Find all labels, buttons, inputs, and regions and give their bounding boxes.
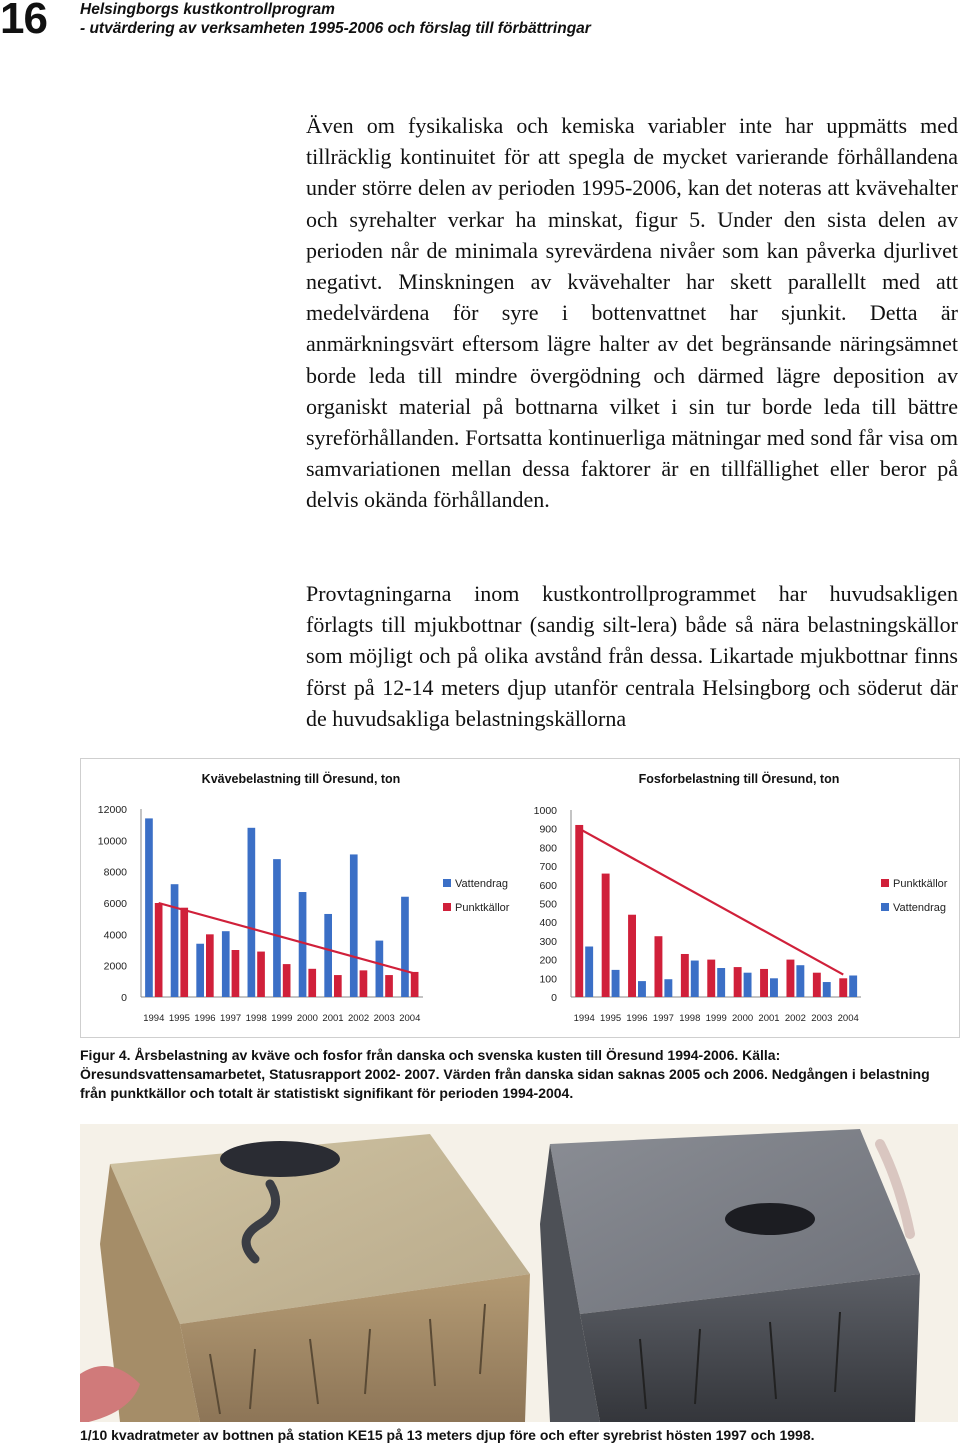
x-tick-label: 1997: [220, 1013, 242, 1024]
legend-label: Punktkällor: [455, 902, 510, 914]
legend-swatch: [443, 879, 451, 887]
bar: [707, 960, 715, 997]
legend-swatch: [881, 879, 889, 887]
x-tick-label: 2003: [811, 1013, 833, 1024]
bar: [744, 973, 752, 997]
bar: [602, 874, 610, 997]
bar: [206, 934, 214, 997]
y-tick-label: 100: [539, 973, 557, 986]
y-tick-label: 700: [539, 861, 557, 874]
bar: [385, 975, 393, 997]
paragraph-text: Provtagningarna inom kustkontrollprogrammet har huvudsakligen förlagts till mjukbottnar (sandig silt-lera) både så nära belastningskällor som möjligt och på olika avstånd från dessa. Likartade mjukbottnar finns först på 12-14 meters djup utanför centrala Helsingborg och söderut där de huvudsakliga belastningskällorna: [306, 581, 958, 731]
bar: [334, 975, 342, 997]
mussel-cluster: [220, 1141, 340, 1177]
x-tick-label: 2002: [784, 1013, 806, 1024]
x-tick-label: 1997: [652, 1013, 674, 1024]
seabed-block-after: [540, 1129, 920, 1422]
bar: [770, 978, 778, 997]
bar: [299, 892, 307, 997]
y-tick-label: 8000: [103, 866, 127, 879]
bar: [155, 903, 163, 997]
bar: [350, 854, 358, 997]
body-paragraph-1: [306, 110, 958, 516]
bar: [360, 970, 368, 997]
y-tick-label: 1000: [533, 805, 557, 817]
running-header: [80, 0, 591, 38]
bar: [232, 950, 240, 997]
y-tick-label: 12000: [97, 804, 127, 816]
y-tick-label: 300: [539, 935, 557, 948]
y-tick-label: 0: [551, 992, 557, 1004]
x-tick-label: 1995: [600, 1013, 622, 1024]
bar: [664, 979, 672, 997]
x-tick-label: 1995: [168, 1013, 190, 1024]
legend-label: Vattendrag: [893, 902, 947, 914]
legend-swatch: [443, 903, 451, 911]
bar: [248, 828, 256, 997]
figure-4-caption: Figur 4. Årsbelastning av kväve och fosfor från danska och svenska kusten till Öresund 1994-2006. Källa: Öresundsvattensamarbetet, Statusrapport 2002- 2007. Värden från danska sidan saknas 2005 och 2006. Nedgången i belastning från punktkällor och totalt är statistiskt signifikant för perioden 1994-2004.: [80, 1047, 930, 1101]
bar: [376, 941, 384, 997]
mussel-cluster: [725, 1203, 815, 1235]
bar: [849, 975, 857, 997]
bar: [628, 915, 636, 997]
bar: [257, 952, 265, 997]
body-paragraph-2: [306, 578, 958, 734]
bar: [222, 931, 230, 997]
y-tick-label: 900: [539, 823, 557, 836]
x-tick-label: 1996: [626, 1013, 648, 1024]
bar: [760, 969, 768, 997]
y-tick-label: 200: [539, 954, 557, 967]
seabed-illustration: [80, 1124, 958, 1422]
legend-label: Vattendrag: [455, 878, 509, 890]
bar: [145, 818, 153, 997]
bar: [638, 981, 646, 997]
page-number: 16: [0, 0, 47, 43]
y-tick-label: 600: [539, 879, 557, 892]
x-tick-label: 1994: [143, 1013, 165, 1024]
legend-label: Punktkällor: [893, 878, 948, 890]
bar: [196, 944, 204, 997]
bar: [283, 964, 291, 997]
bar: [171, 884, 179, 997]
bar: [308, 969, 316, 997]
chart-title: Fosforbelastning till Öresund, ton: [638, 772, 840, 786]
chart-title: Kvävebelastning till Öresund, ton: [201, 772, 401, 786]
x-tick-label: 1994: [573, 1013, 595, 1024]
illustration-caption: 1/10 kvadratmeter av bottnen på station KE15 på 13 meters djup före och efter syrebrist hösten 1997 och 1998.: [80, 1427, 815, 1443]
x-tick-label: 2003: [373, 1013, 395, 1024]
bar: [612, 970, 620, 997]
bar: [813, 973, 821, 997]
y-tick-label: 800: [539, 842, 557, 855]
x-tick-label: 2004: [837, 1013, 859, 1024]
bar: [324, 914, 332, 997]
y-tick-label: 400: [539, 917, 557, 930]
running-header-line2: - utvärdering av verksamheten 1995-2006 och förslag till förbättringar: [80, 20, 591, 37]
bar: [734, 967, 742, 997]
x-tick-label: 2001: [322, 1013, 344, 1024]
bar: [839, 978, 847, 997]
bar: [681, 954, 689, 997]
y-tick-label: 4000: [103, 929, 127, 942]
x-tick-label: 2004: [399, 1013, 421, 1024]
x-tick-label: 1996: [194, 1013, 216, 1024]
x-tick-label: 2002: [348, 1013, 370, 1024]
bar: [575, 825, 583, 997]
y-tick-label: 2000: [103, 960, 127, 973]
y-tick-label: 6000: [103, 898, 127, 910]
x-tick-label: 1998: [679, 1013, 701, 1024]
x-tick-label: 1998: [245, 1013, 267, 1024]
bar: [691, 961, 699, 997]
x-tick-label: 1999: [705, 1013, 727, 1024]
charts-svg: [81, 759, 959, 1037]
bar: [786, 960, 794, 997]
x-tick-label: 2000: [732, 1013, 754, 1024]
y-tick-label: 500: [539, 898, 557, 911]
x-tick-label: 1999: [271, 1013, 293, 1024]
x-tick-label: 2001: [758, 1013, 780, 1024]
legend-swatch: [881, 903, 889, 911]
paragraph-text: Även om fysikaliska och kemiska variabler inte har uppmätts med tillräcklig kontinuitet för att spegla de mycket varierande förhållandena under större delen av perioden 1995-2006, kan det noteras att kvävehalter och syrehalter verkar ha minskat, figur 5. Under den sista delen av perioden når de minimala syrevärdena nivåer som kan påverka djurlivet negativt. Minskningen av kvävehalter har skett parallellt med att medelvärdena för syre i bottenvattnet har sjunkit. Detta är anmärkningsvärt eftersom lägre halter av det begränsande näringsämnet borde leda till mindre övergödning och därmed lägre deposition av organiskt material på bottnarna vilket i sin tur borde leda till bättre syreförhållanden. Fortsatta kontinuerliga mätningar med sond får visa om samvariationen mellan dessa faktorer är en tillfällighet eller beror på delvis okända förhållanden.: [306, 113, 958, 513]
y-tick-label: 10000: [97, 835, 127, 848]
seabed-illustration-drawing: [80, 1124, 958, 1422]
x-tick-label: 2000: [296, 1013, 318, 1024]
bar: [411, 972, 419, 997]
bar: [796, 965, 804, 997]
y-tick-label: 0: [121, 992, 127, 1004]
trendline: [579, 829, 843, 975]
figure-4-charts: [80, 758, 960, 1038]
running-header-line1: Helsingborgs kustkontrollprogram: [80, 1, 335, 18]
bar: [273, 859, 281, 997]
bar: [401, 897, 409, 997]
bar: [654, 936, 662, 997]
bar: [180, 908, 188, 997]
bar: [717, 968, 725, 997]
bar: [585, 947, 593, 997]
bar: [823, 982, 831, 997]
